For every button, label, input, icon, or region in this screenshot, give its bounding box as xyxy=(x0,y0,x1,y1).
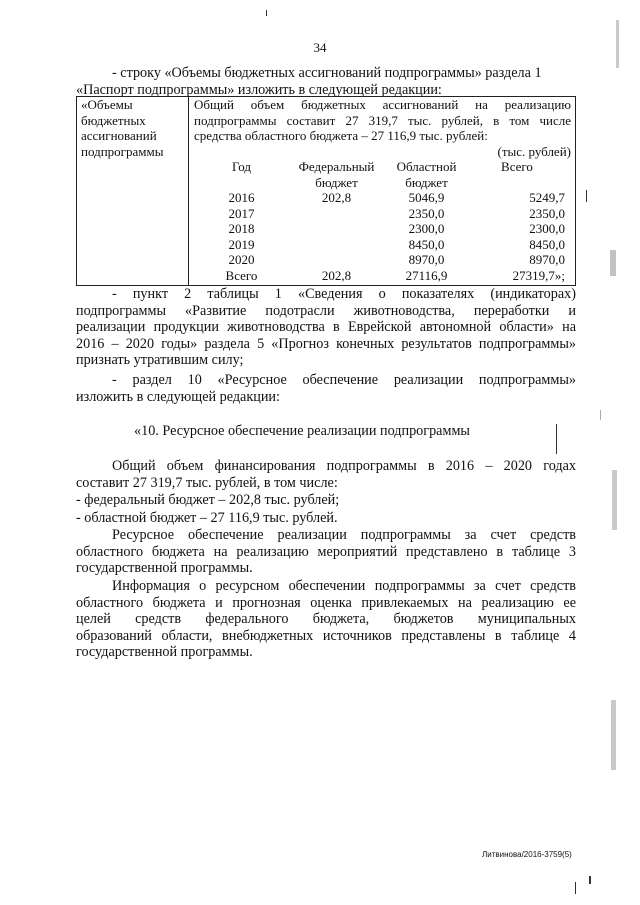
section10-line-2: изложить в следующей редакции: xyxy=(76,388,280,405)
row-total: 5249,7 xyxy=(529,190,565,205)
scan-edge-mark xyxy=(616,20,619,68)
scan-mark xyxy=(266,10,267,16)
row-year: 2016 xyxy=(228,190,255,205)
passport-unit: (тыс. рублей) xyxy=(497,143,571,159)
row-federal: 202,8 xyxy=(321,190,352,205)
passport-text-line-1: Общий объем бюджетных ассигнований на реализацию xyxy=(194,97,571,112)
row-federal xyxy=(289,252,384,268)
passport-text-line-3: средства областного бюджета – 27 116,9 тыс. рублей: xyxy=(194,128,488,143)
passport-label-line-4: подпрограммы xyxy=(81,143,164,159)
point2-line-1: - пункт 2 таблицы 1 «Сведения о показателях (индикаторах) xyxy=(112,286,576,302)
total-paragraph xyxy=(76,458,576,491)
point2-paragraph xyxy=(76,286,576,369)
point2-line-5: признать утратившим силу; xyxy=(76,352,244,368)
footer-code: Литвинова/2016-3759(5) xyxy=(482,850,572,859)
table-row xyxy=(194,252,571,268)
section-heading: «10. Ресурсное обеспечение реализации подпрограммы xyxy=(134,423,470,439)
regional-line-wrap xyxy=(76,510,576,527)
budget-table xyxy=(194,159,571,283)
row-total: 8450,0 xyxy=(529,236,565,252)
info-line-1: Информация о ресурсном обеспечении подпрограммы за счет средств xyxy=(112,578,576,594)
intro-line-2: «Паспорт подпрограммы» изложить в следующей редакции: xyxy=(76,81,442,98)
row-federal xyxy=(289,221,384,237)
passport-value-cell xyxy=(189,97,576,286)
passport-text-line-2: подпрограммы составит 27 319,7 тыс. рублей, в том числе xyxy=(194,112,571,128)
row-year: 2017 xyxy=(228,205,255,221)
row-federal xyxy=(289,206,384,222)
passport-table xyxy=(76,96,576,286)
row-regional: 5046,9 xyxy=(408,190,445,205)
info-paragraph xyxy=(76,578,576,661)
margin-tick-mark xyxy=(586,190,587,202)
total-row xyxy=(194,268,571,284)
row-regional: 27116,9 xyxy=(405,267,448,283)
row-federal xyxy=(289,237,384,253)
scan-edge-mark xyxy=(600,410,601,420)
margin-tick-mark xyxy=(589,876,591,884)
header-federal: Федеральный бюджет xyxy=(298,159,375,190)
row-federal: 202,8 xyxy=(321,267,352,283)
row-total: 8970,0 xyxy=(529,252,565,267)
regional-line: - областной бюджет – 27 116,9 тыс. рублей. xyxy=(76,510,338,526)
section10-line-1: - раздел 10 «Ресурсное обеспечение реализации подпрограммы» xyxy=(112,372,576,388)
point2-line-4: 2016 – 2020 годы» раздела 5 «Прогноз конечных результатов подпрограммы» xyxy=(76,335,576,352)
row-regional: 2300,0 xyxy=(408,221,445,236)
resource-line-3: государственной программы. xyxy=(76,560,253,576)
header-regional: Областной бюджет xyxy=(396,159,457,190)
point2-line-3: реализации продукции животноводства в Еврейской автономной области» на xyxy=(76,319,576,335)
page-number: 34 xyxy=(313,40,327,55)
row-year: 2020 xyxy=(228,252,255,267)
budget-header-row xyxy=(194,159,571,190)
row-regional: 2350,0 xyxy=(408,205,445,221)
row-regional: 8970,0 xyxy=(408,252,445,267)
federal-line-wrap xyxy=(76,492,576,509)
section10-paragraph xyxy=(76,372,576,405)
passport-label-line-1: «Объемы xyxy=(81,97,133,112)
passport-text xyxy=(194,97,571,144)
row-total: 2300,0 xyxy=(529,221,565,236)
table-row xyxy=(194,206,571,222)
info-line-4: образований области, внебюджетных источников представлены в таблице 4 xyxy=(76,627,576,644)
total-line-2: составит 27 319,7 тыс. рублей, в том числе: xyxy=(76,474,338,491)
row-total: 27319,7»; xyxy=(512,267,565,283)
passport-label-line-2: бюджетных xyxy=(81,112,146,128)
table-row xyxy=(194,221,571,237)
info-line-2: областного бюджета и прогнозная оценка привлекаемых на реализацию ее xyxy=(76,594,576,611)
row-year: 2018 xyxy=(228,221,255,236)
row-regional: 8450,0 xyxy=(408,236,445,252)
scan-edge-mark xyxy=(611,700,616,770)
scan-edge-mark xyxy=(610,250,616,276)
intro-line-1: - строку «Объемы бюджетных ассигнований подпрограммы» раздела 1 xyxy=(112,65,542,81)
margin-tick-mark xyxy=(575,882,576,894)
table-row xyxy=(194,237,571,253)
resource-paragraph xyxy=(76,527,576,577)
point2-line-2: подпрограммы «Развитие подотрасли животноводства, переработки и xyxy=(76,302,576,319)
passport-label-cell xyxy=(77,97,189,286)
passport-label-line-3: ассигнований xyxy=(81,128,157,143)
table-row xyxy=(194,190,571,206)
header-total: Всего xyxy=(501,159,533,174)
info-line-3: целей средств федерального бюджета, бюджетов муниципальных xyxy=(76,611,576,627)
margin-rule-mark xyxy=(556,424,557,454)
row-year: 2019 xyxy=(228,236,255,252)
row-year: Всего xyxy=(225,267,258,283)
intro-paragraph xyxy=(76,65,576,98)
total-line-1: Общий объем финансирования подпрограммы в 2016 – 2020 годах xyxy=(112,458,576,474)
info-line-5: государственной программы. xyxy=(76,644,253,660)
row-total: 2350,0 xyxy=(529,205,565,221)
federal-line: - федеральный бюджет – 202,8 тыс. рублей; xyxy=(76,492,340,508)
scan-edge-mark xyxy=(612,470,617,530)
resource-line-2: областного бюджета на реализацию мероприятий представлено в таблице 3 xyxy=(76,543,576,560)
header-year: Год xyxy=(231,159,252,174)
resource-line-1: Ресурсное обеспечение реализации подпрограммы за счет средств xyxy=(112,527,576,543)
